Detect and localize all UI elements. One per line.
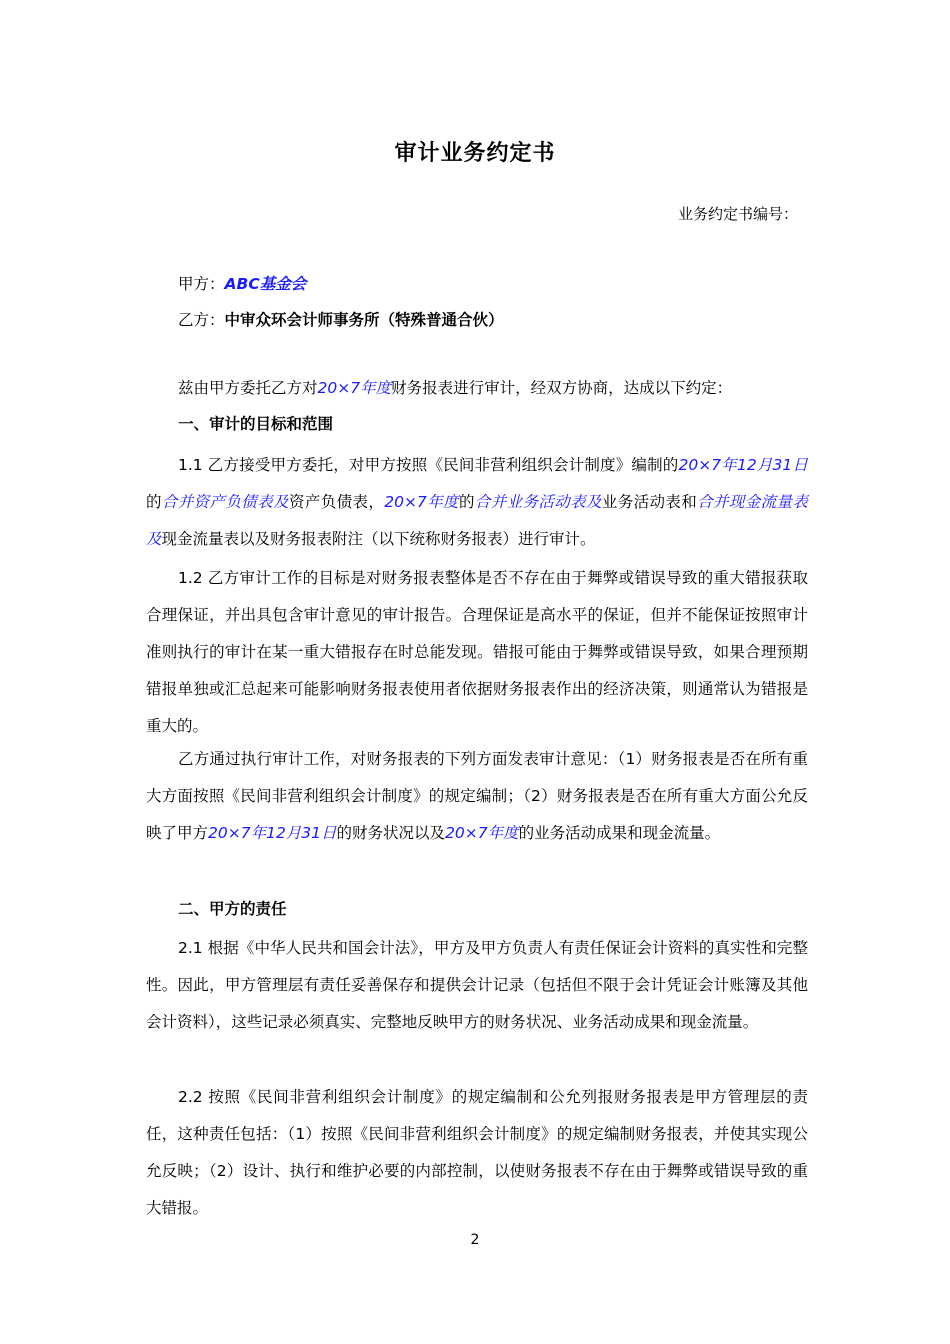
p11-text-6: 现金流量表以及财务报表附注（以下统称财务报表）进行审计。 [161, 530, 596, 548]
party-b-label: 乙方： [178, 311, 225, 329]
paragraph-1-1 [146, 447, 808, 558]
p11-text-2: 的 [146, 493, 162, 511]
p13-date: 20×7年12月31日 [208, 824, 337, 842]
p13-text-2: 的财务状况以及 [336, 824, 446, 842]
p11-consolidated-activities: 合并业务活动表及 [474, 493, 602, 511]
intro-year: 20×7年度 [317, 379, 392, 397]
party-a-line [178, 272, 306, 294]
contract-number-label: 业务约定书编号： [677, 205, 798, 223]
party-b-line [178, 308, 504, 330]
intro-text: 兹由甲方委托乙方对 [178, 379, 318, 397]
paragraph-1-2: 1.2 乙方审计工作的目标是对财务报表整体是否不存在由于舞弊或错误导致的重大错报获取合理保证，并出具包含审计意见的审计报告。合理保证是高水平的保证，但并不能保证按照审计准则执行的审计在某一重大错报存在时总能发现。错报可能由于舞弊或错误导致，如果合理预期错报单独或汇总起来可能影响财务报表使用者依据财务报表作出的经济决策，则通常认为错报是重大的。 [146, 569, 808, 735]
p13-text-3: 的业务活动成果和现金流量。 [518, 824, 721, 842]
paragraph-2-2: 2.2 按照《民间非营利组织会计制度》的规定编制和公允列报财务报表是甲方管理层的责任，这种责任包括：（1）按照《民间非营利组织会计制度》的规定编制财务报表，并使其实现公允反映；（2）设计、执行和维护必要的内部控制，以使财务报表不存在由于舞弊或错误导致的重大错报。 [146, 1088, 808, 1217]
section-1-heading: 一、审计的目标和范围 [178, 415, 334, 433]
p11-text-5: 业务活动表和 [601, 493, 698, 511]
intro-text-2: 财务报表进行审计，经双方协商，达成以下约定： [391, 379, 733, 397]
party-a-label: 甲方： [178, 275, 225, 293]
page-number: 2 [470, 1232, 480, 1248]
paragraph-1-2-opinion [146, 741, 808, 852]
p11-text: 1.1 乙方接受甲方委托，对甲方按照《民间非营利组织会计制度》编制的 [178, 456, 679, 474]
intro-paragraph [178, 376, 732, 398]
p11-year: 20×7年度 [384, 493, 459, 511]
p13-text: 乙方通过执行审计工作，对财务报表的下列方面发表审计意见：（1）财务报表是否在所有重大方面按照《民间非营利组织会计制度》的规定编制；（2）财务报表是否在所有重大方面公允反映了甲方 [146, 750, 808, 842]
document-title: 审计业务约定书 [394, 141, 556, 166]
party-a-name: ABC基金会 [224, 275, 307, 293]
p11-text-4: 的 [458, 493, 475, 511]
p11-text-3: 资产负债表， [288, 493, 385, 511]
section-2-heading: 二、甲方的责任 [178, 900, 287, 918]
p11-date: 20×7年12月31日 [678, 456, 808, 474]
p13-year: 20×7年度 [445, 824, 519, 842]
party-b-name: 中审众环会计师事务所（特殊普通合伙） [224, 311, 504, 329]
paragraph-2-1: 2.1 根据《中华人民共和国会计法》，甲方及甲方负责人有责任保证会计资料的真实性和完整性。因此，甲方管理层有责任妥善保存和提供会计记录（包括但不限于会计凭证会计账簿及其他会计资料），这些记录必须真实、完整地反映甲方的财务状况、业务活动成果和现金流量。 [146, 939, 808, 1031]
p11-consolidated-cf: 合并现金流量表及 [146, 493, 808, 548]
p11-consolidated-bs: 合并资产负债表及 [161, 493, 289, 511]
